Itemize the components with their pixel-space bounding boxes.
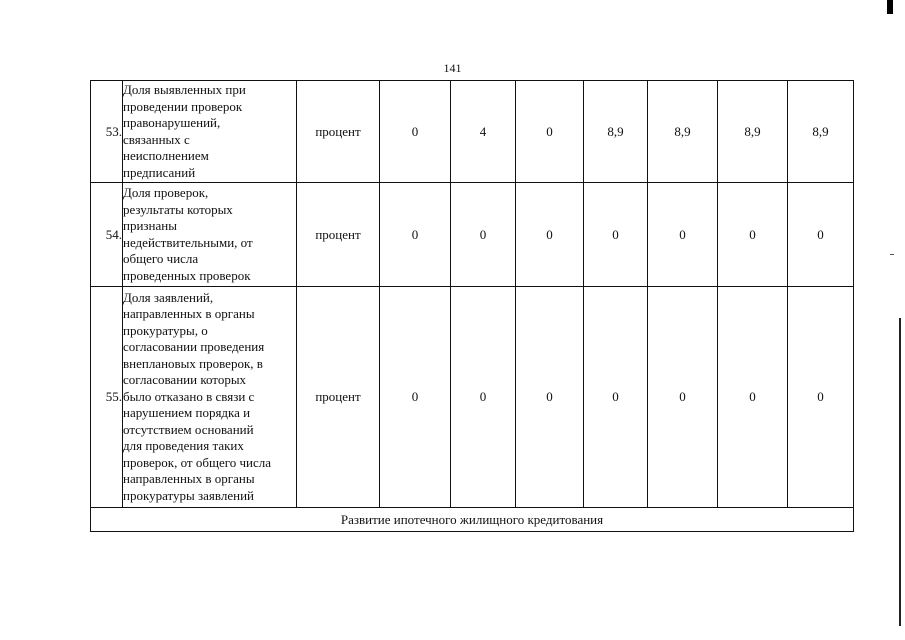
row-number: 54.: [91, 183, 123, 287]
row-number: 53.: [91, 81, 123, 183]
value-cell: 8,9: [584, 81, 648, 183]
value-cell: 0: [718, 183, 788, 287]
value-cell: 0: [788, 287, 854, 508]
indicator-name: Доля заявлений, направленных в органы прокуратуры, о согласовании проведения внеплановых проверок, в согласовании которых было отказано в связи с нарушением порядка и отсутствием оснований для проведения таких проверок, от общего числа направленных в органы прокуратуры заявлений: [123, 287, 297, 508]
value-cell: 0: [788, 183, 854, 287]
table-row: [91, 81, 854, 183]
section-row: [91, 508, 854, 532]
value-cell: 0: [380, 287, 451, 508]
unit-cell: процент: [297, 287, 380, 508]
value-cell: 0: [718, 287, 788, 508]
indicator-name: Доля выявленных при проведении проверок правонарушений, связанных с неисполнением предписаний: [123, 81, 297, 183]
page-number: 141: [443, 61, 462, 75]
unit-cell: процент: [297, 183, 380, 287]
value-cell: 0: [584, 287, 648, 508]
scan-edge-line: [899, 318, 901, 626]
value-cell: 0: [584, 183, 648, 287]
section-heading: Развитие ипотечного жилищного кредитования: [91, 508, 854, 532]
value-cell: 0: [380, 81, 451, 183]
scan-edge-mark: [887, 0, 893, 14]
value-cell: 8,9: [788, 81, 854, 183]
value-cell: 0: [516, 183, 584, 287]
value-cell: 0: [451, 183, 516, 287]
row-number: 55.: [91, 287, 123, 508]
value-cell: 8,9: [718, 81, 788, 183]
value-cell: 4: [451, 81, 516, 183]
table-row: [91, 183, 854, 287]
table-row: [91, 287, 854, 508]
value-cell: 0: [451, 287, 516, 508]
value-cell: 0: [516, 287, 584, 508]
scan-edge-tick: [890, 254, 894, 255]
value-cell: 0: [648, 183, 718, 287]
indicators-table: [90, 80, 854, 532]
indicator-name: Доля проверок, результаты которых признаны недействительными, от общего числа проведенных проверок: [123, 183, 297, 287]
value-cell: 0: [516, 81, 584, 183]
unit-cell: процент: [297, 81, 380, 183]
value-cell: 0: [648, 287, 718, 508]
value-cell: 0: [380, 183, 451, 287]
value-cell: 8,9: [648, 81, 718, 183]
